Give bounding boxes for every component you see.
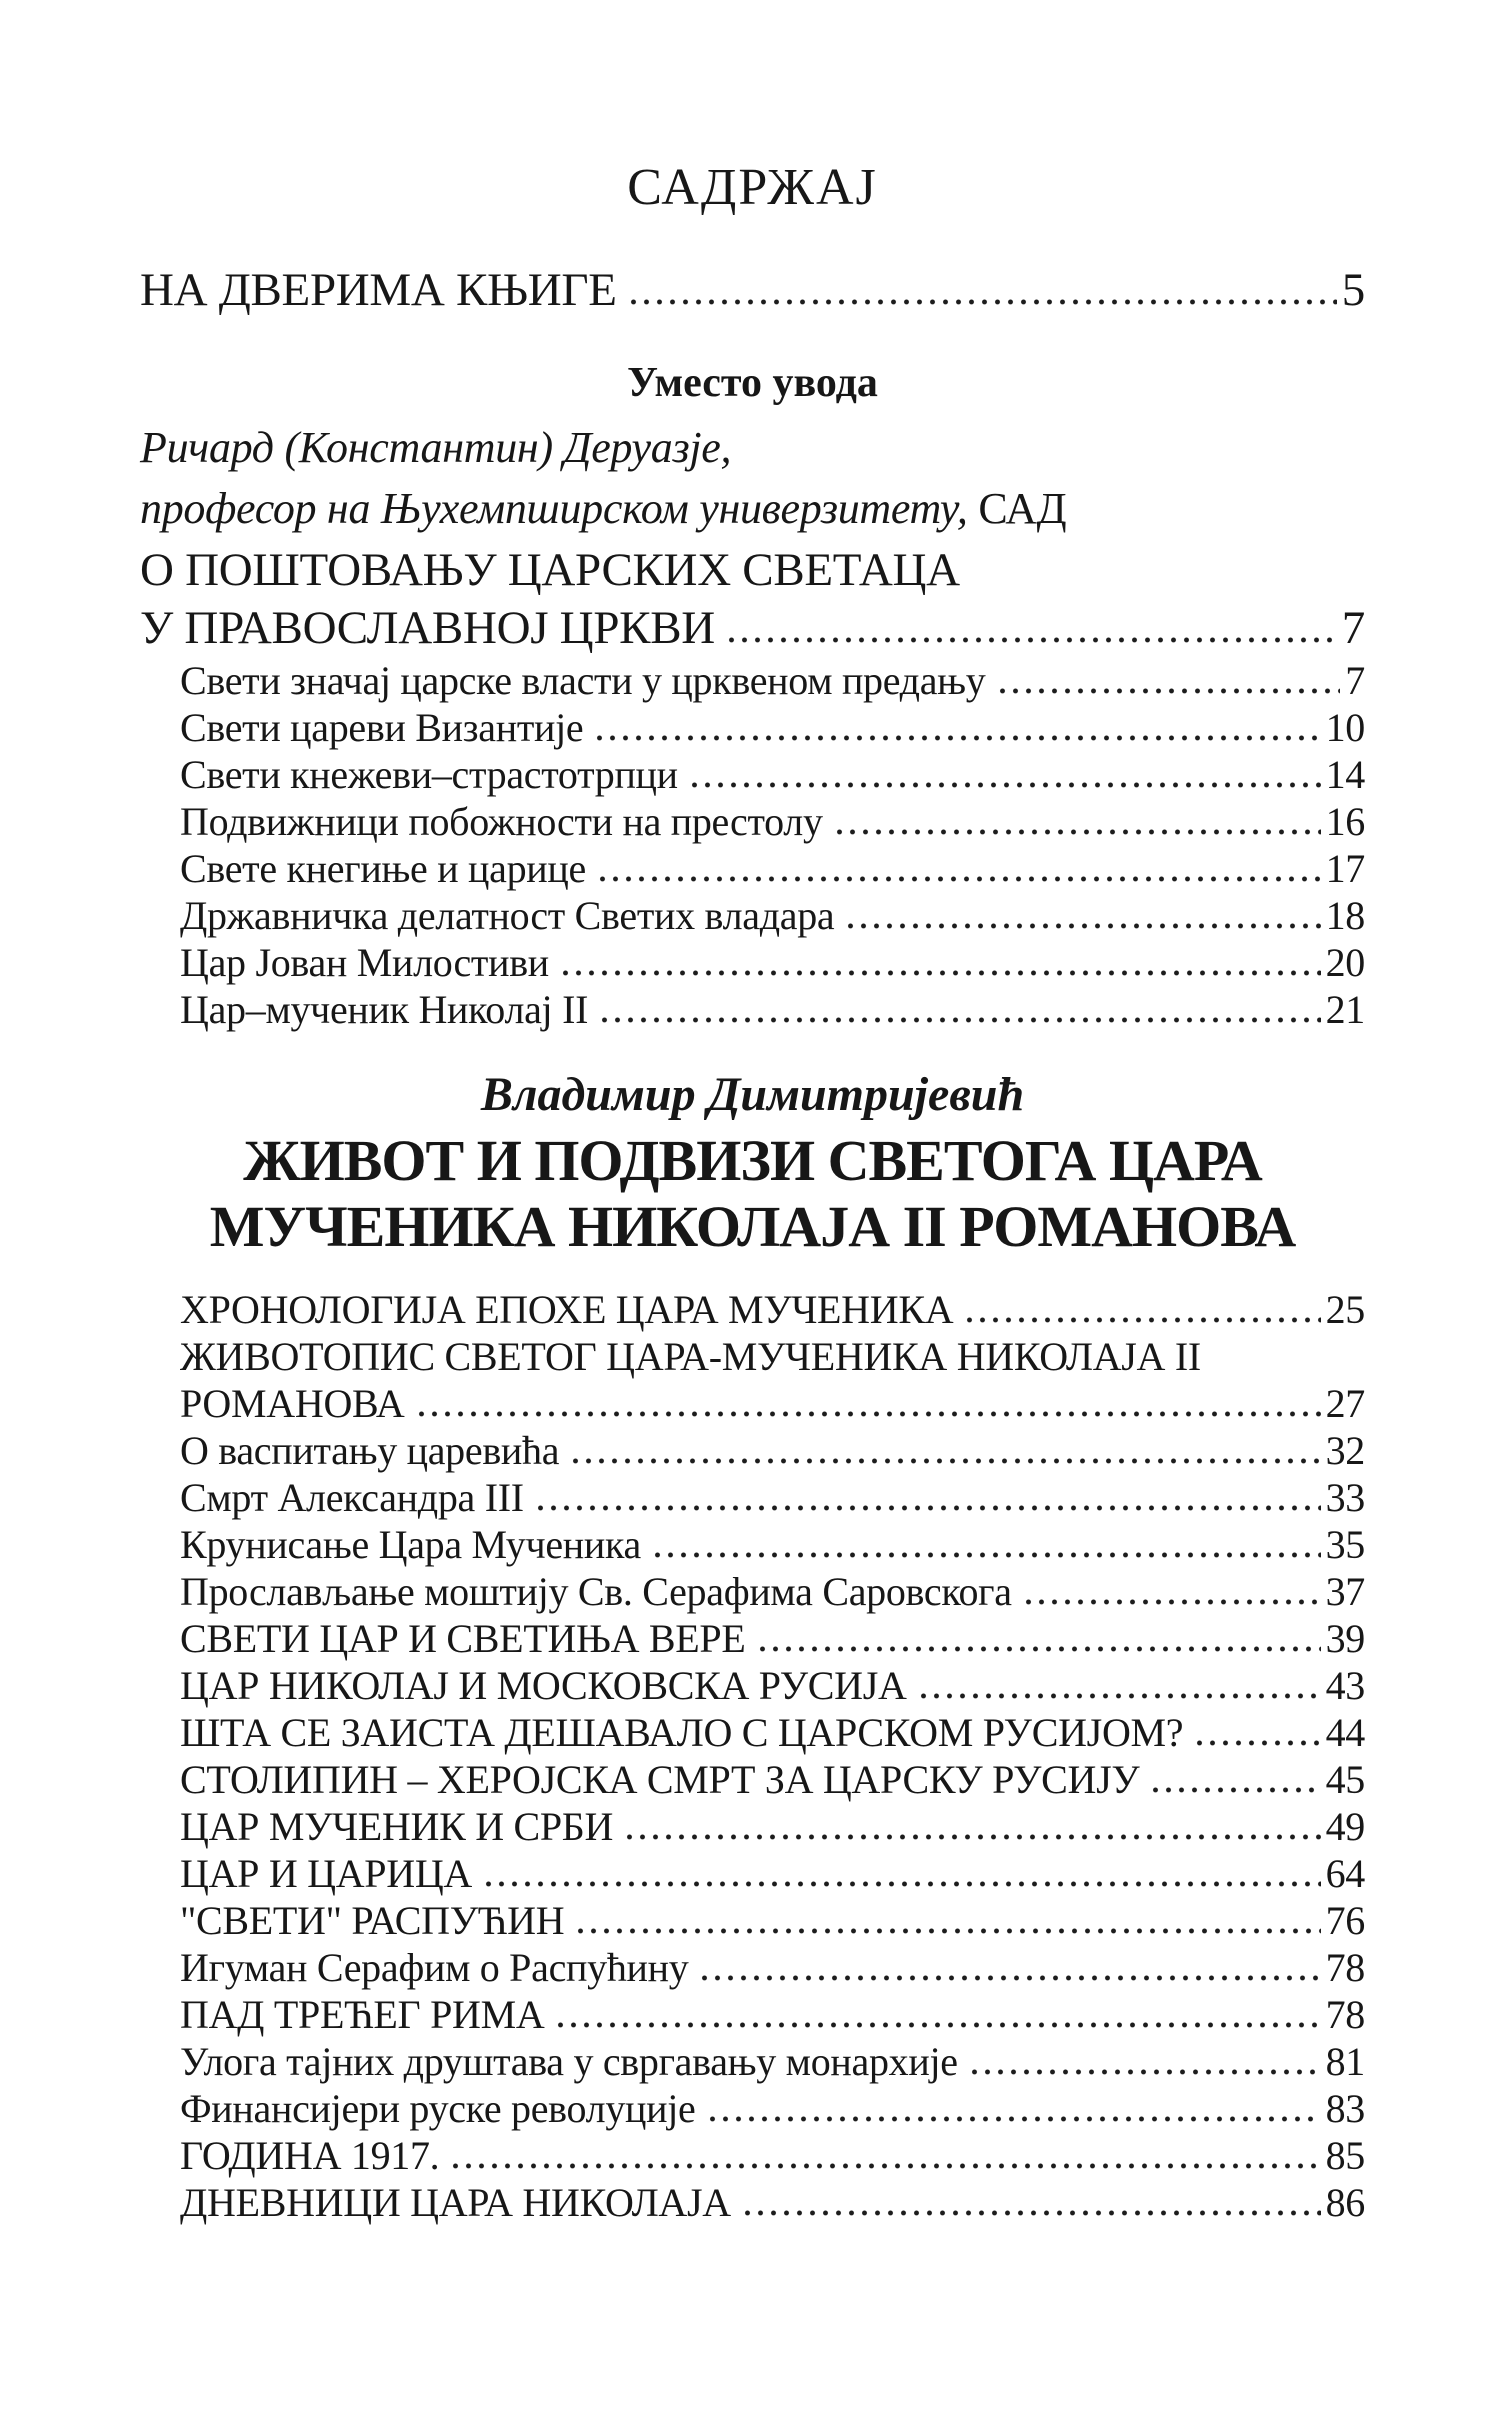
author-line-plain: САД [978,484,1067,533]
toc-entry-label: Свети значај царске власти у црквеном предању [180,658,986,703]
author-line-italic: професор на Њухемпширском универзитету, [140,484,979,533]
toc-entry-label: СТОЛИПИН – ХЕРОЈСКА СМРТ ЗА ЦАРСКУ РУСИЈУ [180,1757,1140,1802]
dot-leader [706,2114,1321,2122]
toc-entry [140,1333,1365,1380]
toc-entry-label: Свете кнегиње и царице [180,846,586,891]
dot-leader [482,1879,1321,1887]
toc-entry [140,261,1365,319]
toc-entry [140,892,1365,939]
dot-leader [554,2020,1320,2028]
page-number: 83 [1325,2086,1365,2131]
page-number: 86 [1325,2180,1365,2225]
page-number: 45 [1325,1757,1365,1802]
page-number: 7 [1341,602,1365,654]
dot-leader [844,921,1320,929]
page-number: 64 [1325,1851,1365,1896]
toc-entry-label: РОМАНОВА [180,1381,405,1426]
page-number: 5 [1341,264,1365,316]
page-number: 21 [1325,987,1365,1032]
page-number: 17 [1325,846,1365,891]
toc-entry [140,657,1365,704]
toc-entry-label: О васпитању царевића [180,1428,560,1473]
book-author: Владимир Димитријевић [480,1068,1025,1121]
page-number: 32 [1325,1428,1365,1473]
page-number: 85 [1325,2133,1365,2178]
intro-author-lines [140,417,1365,539]
page-number: 44 [1325,1710,1365,1755]
toc-entry-label: ЦАР И ЦАРИЦА [180,1851,472,1896]
author-line [140,478,1365,539]
toc-entry [140,541,1365,599]
toc-entry-label: ЦАР НИКОЛАЈ И МОСКОВСКА РУСИЈА [180,1663,907,1708]
dot-leader [596,874,1321,882]
toc-entry [140,1897,1365,1944]
toc-entry [140,939,1365,986]
dot-leader [559,968,1321,976]
toc-entry-label: СВЕТИ ЦАР И СВЕТИЊА ВЕРЕ [180,1616,746,1661]
toc-entry-label: Улога тајних друштава у свргавању монархије [180,2039,958,2084]
toc-entry [140,1286,1365,1333]
dot-leader [725,635,1337,643]
toc-entry [140,1850,1365,1897]
toc-entry-label: ХРОНОЛОГИЈА ЕПОХЕ ЦАРА МУЧЕНИКА [180,1287,954,1332]
toc-entry-label: "СВЕТИ" РАСПУЋИН [180,1898,565,1943]
toc-entry-label: Прослављање моштију Св. Серафима Саровскога [180,1569,1012,1614]
page-number: 35 [1325,1522,1365,1567]
page-title: САДРЖАЈ [627,159,878,216]
page-number: 49 [1325,1804,1365,1849]
toc-entry [140,1568,1365,1615]
dot-leader [623,1832,1321,1840]
toc-entry [140,1662,1365,1709]
toc-entry-label: Свети кнежеви–страстотрпци [180,752,678,797]
dot-leader [741,2208,1321,2216]
dot-leader [968,2067,1321,2075]
toc-entry [140,2085,1365,2132]
toc-intro-list [140,541,1365,1033]
toc-entry [140,1521,1365,1568]
dot-leader [1193,1738,1320,1746]
toc-entry-label: НА ДВЕРИМА КЊИГЕ [140,264,617,316]
section-subtitle: Уместо увода [627,360,878,406]
dot-leader [651,1550,1321,1558]
page-number: 76 [1325,1898,1365,1943]
toc-entry-label: Крунисање Цара Мученика [180,1522,641,1567]
toc-entry [140,1427,1365,1474]
toc-entry [140,1803,1365,1850]
toc-entry-label: Државничка делатност Светих владара [180,893,835,938]
toc-entry-label: Финансијери руске револуције [180,2086,696,2131]
toc-entry [140,1615,1365,1662]
toc-entry [140,1756,1365,1803]
toc-entry [140,798,1365,845]
toc-entry-label: Цар Јован Милостиви [180,940,549,985]
toc-entry [140,1709,1365,1756]
dot-leader [756,1644,1321,1652]
dot-leader [1149,1785,1320,1793]
dot-leader [574,1926,1320,1934]
author-line-italic: Ричард (Константин) Деруазје, [140,423,732,472]
toc-entry-label: ДНЕВНИЦИ ЦАРА НИКОЛАЈА [180,2180,731,2225]
toc-entry [140,2132,1365,2179]
page-number: 43 [1325,1663,1365,1708]
toc-entry-label: ЖИВОТОПИС СВЕТОГ ЦАРА-МУЧЕНИКА НИКОЛАЈА II [180,1334,1201,1379]
book-title-line: МУЧЕНИКА НИКОЛАЈА II РОМАНОВА [209,1194,1296,1259]
page-number: 18 [1325,893,1365,938]
dot-leader [569,1456,1320,1464]
page-number: 7 [1345,658,1365,703]
page-number: 37 [1325,1569,1365,1614]
toc-entry [140,751,1365,798]
page-number: 81 [1325,2039,1365,2084]
toc-entry-label: ЦАР МУЧЕНИК И СРБИ [180,1804,614,1849]
toc-entry-label: У ПРАВОСЛАВНОЈ ЦРКВИ [140,602,715,654]
dot-leader [833,827,1321,835]
page-number: 14 [1325,752,1365,797]
toc-book-list [140,1286,1365,2226]
author-line [140,417,1365,478]
toc-entry [140,845,1365,892]
toc-entry [140,2179,1365,2226]
dot-leader [698,1973,1320,1981]
toc-entry-label: Игуман Серафим о Распућину [180,1945,689,1990]
toc-entry [140,1474,1365,1521]
page-number: 39 [1325,1616,1365,1661]
toc-entry [140,1991,1365,2038]
toc-entry [140,599,1365,657]
toc-entry-label: Смрт Александра III [180,1475,524,1520]
dot-leader [593,733,1320,741]
toc-entry-label: Цар–мученик Николај II [180,987,589,1032]
dot-leader [627,297,1337,305]
toc-entry-label: Свети цареви Византије [180,705,584,750]
toc-entry [140,986,1365,1033]
page-number: 78 [1325,1992,1365,2037]
book-title [140,1128,1365,1260]
page-number: 33 [1325,1475,1365,1520]
toc-entry-label: О ПОШТОВАЊУ ЦАРСКИХ СВЕТАЦА [140,544,960,596]
toc-entry-label: ШТА СЕ ЗАИСТА ДЕШАВАЛО С ЦАРСКОМ РУСИЈОМ? [180,1710,1184,1755]
page-number: 78 [1325,1945,1365,1990]
dot-leader [996,686,1341,694]
page-number: 27 [1325,1381,1365,1426]
dot-leader [917,1691,1321,1699]
page-number: 10 [1325,705,1365,750]
toc-entry [140,1944,1365,1991]
toc-entry [140,2038,1365,2085]
dot-leader [963,1315,1320,1323]
toc-top-list [140,261,1365,319]
dot-leader [688,780,1321,788]
page-number: 25 [1325,1287,1365,1332]
page-number: 16 [1325,799,1365,844]
dot-leader [415,1409,1321,1417]
toc-entry [140,704,1365,751]
toc-entry-label: Подвижници побожности на престолу [180,799,823,844]
page-number: 20 [1325,940,1365,985]
dot-leader [534,1503,1321,1511]
book-title-line: ЖИВОТ И ПОДВИЗИ СВЕТОГА ЦАРА [243,1128,1262,1193]
dot-leader [1022,1597,1321,1605]
toc-entry-label: ПАД ТРЕЋЕГ РИМА [180,1992,545,2037]
dot-leader [449,2161,1320,2169]
dot-leader [598,1015,1320,1023]
toc-entry-label: ГОДИНА 1917. [180,2133,440,2178]
toc-entry [140,1380,1365,1427]
